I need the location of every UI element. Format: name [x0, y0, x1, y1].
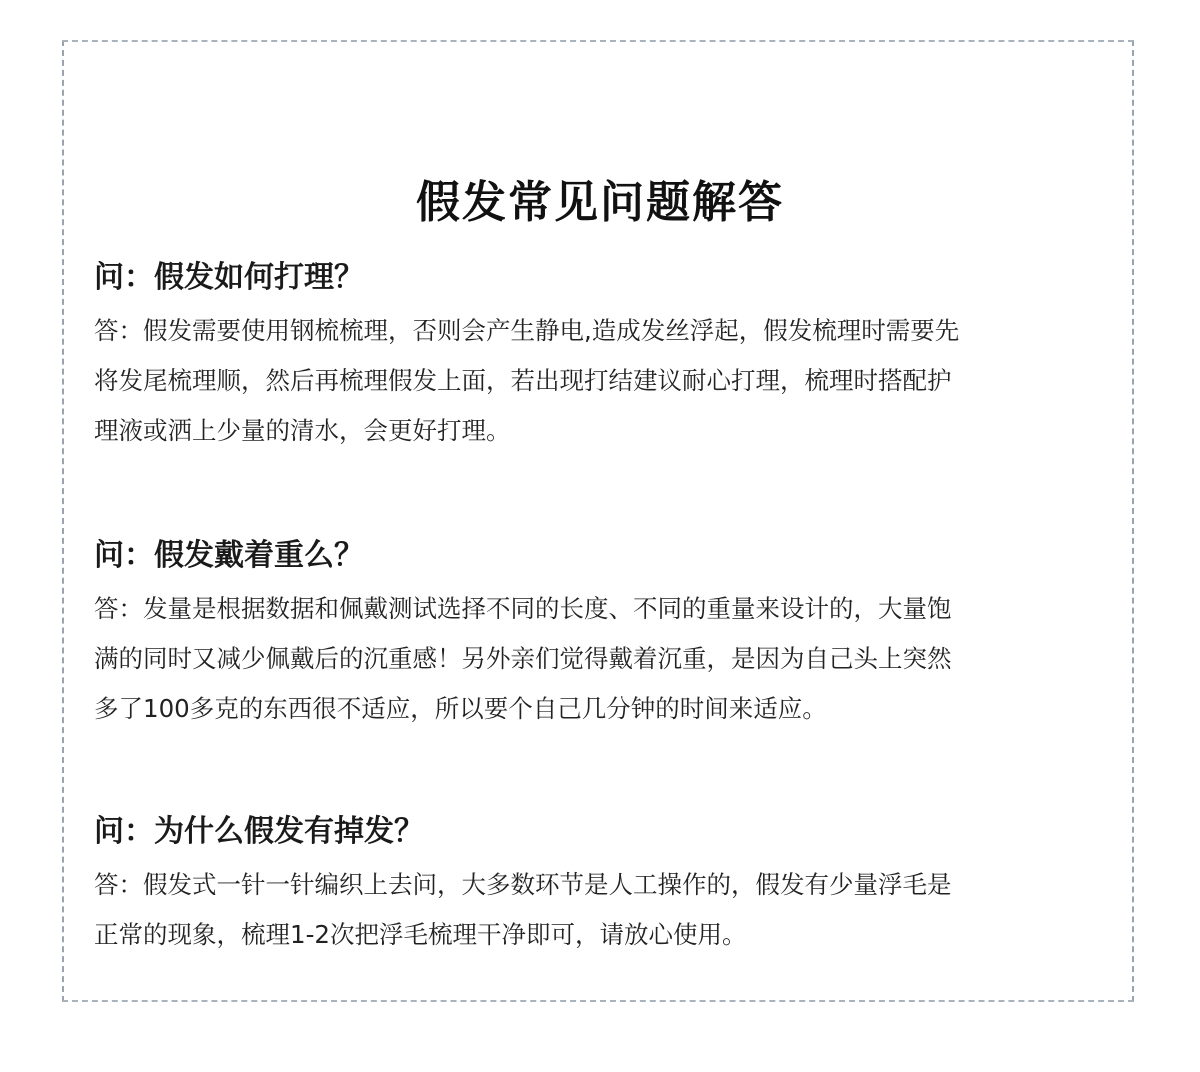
faq-answer-line: 答：假发需要使用钢梳梳理，否则会产生静电,造成发丝浮起，假发梳理时需要先: [94, 316, 960, 345]
faq-answer-line: 答：发量是根据数据和佩戴测试选择不同的长度、不同的重量来设计的，大量饱: [94, 594, 952, 623]
faq-question: 问：假发如何打理？: [94, 260, 364, 295]
faq-answer: [94, 860, 1114, 960]
faq-question: 问：假发戴着重么？: [94, 538, 364, 573]
faq-item: [94, 812, 1114, 960]
faq-answer-line: 理液或洒上少量的清水，会更好打理。: [94, 416, 511, 445]
faq-question: 问：为什么假发有掉发？: [94, 814, 424, 849]
faq-answer-line: 答：假发式一针一针编织上去问，大多数环节是人工操作的，假发有少量浮毛是: [94, 870, 952, 899]
faq-answer-line: 正常的现象，梳理1-2次把浮毛梳理干净即可，请放心使用。: [94, 920, 747, 949]
faq-answer-line: 满的同时又减少佩戴后的沉重感！另外亲们觉得戴着沉重，是因为自己头上突然: [94, 644, 952, 673]
faq-answer-line: 多了100多克的东西很不适应，所以要个自己几分钟的时间来适应。: [94, 694, 827, 723]
faq-item: [94, 536, 1114, 734]
page-title: 假发常见问题解答: [416, 177, 784, 229]
faq-answer-line: 将发尾梳理顺，然后再梳理假发上面，若出现打结建议耐心打理，梳理时搭配护: [94, 366, 952, 395]
faq-answer: [94, 306, 1114, 456]
faq-answer: [94, 584, 1114, 734]
faq-item: [94, 258, 1114, 456]
